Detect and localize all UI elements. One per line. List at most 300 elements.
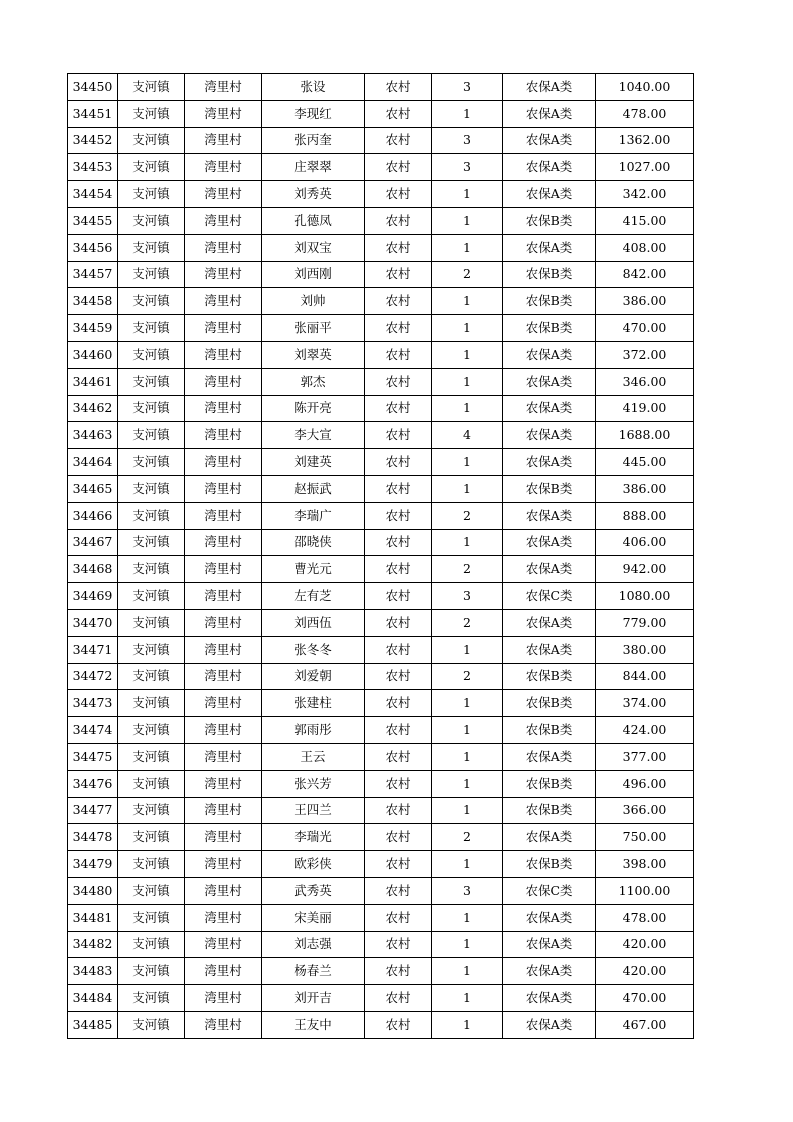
name-cell: 张设 xyxy=(262,74,365,101)
data-table xyxy=(67,73,694,1039)
town-cell: 支河镇 xyxy=(118,583,185,610)
name-cell: 庄翠翠 xyxy=(262,154,365,181)
record-id-cell: 34481 xyxy=(68,904,118,931)
village-cell: 湾里村 xyxy=(185,556,262,583)
insurance-category-cell: 农保A类 xyxy=(503,824,596,851)
amount-cell: 478.00 xyxy=(596,100,694,127)
insurance-category-cell: 农保B类 xyxy=(503,770,596,797)
amount-cell: 374.00 xyxy=(596,690,694,717)
town-cell: 支河镇 xyxy=(118,931,185,958)
area-type-cell: 农村 xyxy=(365,475,432,502)
town-cell: 支河镇 xyxy=(118,127,185,154)
table-row xyxy=(68,449,694,476)
village-cell: 湾里村 xyxy=(185,315,262,342)
record-id-cell: 34470 xyxy=(68,609,118,636)
amount-cell: 342.00 xyxy=(596,181,694,208)
record-id-cell: 34456 xyxy=(68,234,118,261)
area-type-cell: 农村 xyxy=(365,288,432,315)
household-count-cell: 1 xyxy=(432,529,503,556)
village-cell: 湾里村 xyxy=(185,475,262,502)
household-count-cell: 1 xyxy=(432,100,503,127)
name-cell: 刘双宝 xyxy=(262,234,365,261)
table-row xyxy=(68,904,694,931)
table-row xyxy=(68,583,694,610)
area-type-cell: 农村 xyxy=(365,717,432,744)
village-cell: 湾里村 xyxy=(185,636,262,663)
amount-cell: 888.00 xyxy=(596,502,694,529)
amount-cell: 844.00 xyxy=(596,663,694,690)
town-cell: 支河镇 xyxy=(118,743,185,770)
village-cell: 湾里村 xyxy=(185,207,262,234)
name-cell: 郭杰 xyxy=(262,368,365,395)
table-row xyxy=(68,690,694,717)
area-type-cell: 农村 xyxy=(365,904,432,931)
area-type-cell: 农村 xyxy=(365,100,432,127)
household-count-cell: 1 xyxy=(432,931,503,958)
record-id-cell: 34479 xyxy=(68,851,118,878)
area-type-cell: 农村 xyxy=(365,770,432,797)
village-cell: 湾里村 xyxy=(185,100,262,127)
insurance-category-cell: 农保B类 xyxy=(503,663,596,690)
town-cell: 支河镇 xyxy=(118,449,185,476)
village-cell: 湾里村 xyxy=(185,502,262,529)
table-row xyxy=(68,100,694,127)
insurance-category-cell: 农保A类 xyxy=(503,931,596,958)
area-type-cell: 农村 xyxy=(365,368,432,395)
record-id-cell: 34478 xyxy=(68,824,118,851)
insurance-category-cell: 农保A类 xyxy=(503,449,596,476)
village-cell: 湾里村 xyxy=(185,958,262,985)
name-cell: 杨春兰 xyxy=(262,958,365,985)
village-cell: 湾里村 xyxy=(185,609,262,636)
amount-cell: 419.00 xyxy=(596,395,694,422)
town-cell: 支河镇 xyxy=(118,851,185,878)
insurance-category-cell: 农保A类 xyxy=(503,609,596,636)
insurance-category-cell: 农保A类 xyxy=(503,368,596,395)
town-cell: 支河镇 xyxy=(118,717,185,744)
amount-cell: 470.00 xyxy=(596,315,694,342)
area-type-cell: 农村 xyxy=(365,743,432,770)
name-cell: 张冬冬 xyxy=(262,636,365,663)
table-row xyxy=(68,985,694,1012)
village-cell: 湾里村 xyxy=(185,770,262,797)
insurance-category-cell: 农保A类 xyxy=(503,422,596,449)
table-row xyxy=(68,663,694,690)
record-id-cell: 34451 xyxy=(68,100,118,127)
village-cell: 湾里村 xyxy=(185,261,262,288)
name-cell: 刘翠英 xyxy=(262,341,365,368)
amount-cell: 408.00 xyxy=(596,234,694,261)
insurance-category-cell: 农保A类 xyxy=(503,743,596,770)
town-cell: 支河镇 xyxy=(118,690,185,717)
area-type-cell: 农村 xyxy=(365,663,432,690)
record-id-cell: 34477 xyxy=(68,797,118,824)
town-cell: 支河镇 xyxy=(118,315,185,342)
household-count-cell: 1 xyxy=(432,636,503,663)
name-cell: 刘秀英 xyxy=(262,181,365,208)
name-cell: 孔德凤 xyxy=(262,207,365,234)
record-id-cell: 34482 xyxy=(68,931,118,958)
area-type-cell: 农村 xyxy=(365,234,432,261)
amount-cell: 470.00 xyxy=(596,985,694,1012)
village-cell: 湾里村 xyxy=(185,904,262,931)
town-cell: 支河镇 xyxy=(118,74,185,101)
amount-cell: 386.00 xyxy=(596,475,694,502)
town-cell: 支河镇 xyxy=(118,663,185,690)
record-id-cell: 34473 xyxy=(68,690,118,717)
name-cell: 武秀英 xyxy=(262,877,365,904)
household-count-cell: 1 xyxy=(432,395,503,422)
household-count-cell: 3 xyxy=(432,127,503,154)
record-id-cell: 34460 xyxy=(68,341,118,368)
insurance-category-cell: 农保A类 xyxy=(503,985,596,1012)
record-id-cell: 34463 xyxy=(68,422,118,449)
table-row xyxy=(68,288,694,315)
insurance-category-cell: 农保B类 xyxy=(503,288,596,315)
name-cell: 郭雨彤 xyxy=(262,717,365,744)
village-cell: 湾里村 xyxy=(185,529,262,556)
amount-cell: 1080.00 xyxy=(596,583,694,610)
insurance-category-cell: 农保B类 xyxy=(503,207,596,234)
table-row xyxy=(68,475,694,502)
household-count-cell: 1 xyxy=(432,797,503,824)
name-cell: 赵振武 xyxy=(262,475,365,502)
insurance-category-cell: 农保B类 xyxy=(503,717,596,744)
amount-cell: 424.00 xyxy=(596,717,694,744)
insurance-category-cell: 农保C类 xyxy=(503,583,596,610)
amount-cell: 366.00 xyxy=(596,797,694,824)
town-cell: 支河镇 xyxy=(118,341,185,368)
record-id-cell: 34458 xyxy=(68,288,118,315)
amount-cell: 1040.00 xyxy=(596,74,694,101)
record-id-cell: 34471 xyxy=(68,636,118,663)
amount-cell: 386.00 xyxy=(596,288,694,315)
table-row xyxy=(68,127,694,154)
village-cell: 湾里村 xyxy=(185,663,262,690)
area-type-cell: 农村 xyxy=(365,395,432,422)
village-cell: 湾里村 xyxy=(185,743,262,770)
name-cell: 陈开亮 xyxy=(262,395,365,422)
household-count-cell: 3 xyxy=(432,154,503,181)
amount-cell: 779.00 xyxy=(596,609,694,636)
insurance-category-cell: 农保A类 xyxy=(503,529,596,556)
town-cell: 支河镇 xyxy=(118,395,185,422)
household-count-cell: 1 xyxy=(432,181,503,208)
area-type-cell: 农村 xyxy=(365,556,432,583)
village-cell: 湾里村 xyxy=(185,797,262,824)
town-cell: 支河镇 xyxy=(118,877,185,904)
area-type-cell: 农村 xyxy=(365,74,432,101)
village-cell: 湾里村 xyxy=(185,931,262,958)
table-row xyxy=(68,877,694,904)
household-count-cell: 1 xyxy=(432,717,503,744)
amount-cell: 467.00 xyxy=(596,1011,694,1038)
insurance-category-cell: 农保A类 xyxy=(503,502,596,529)
name-cell: 李大宣 xyxy=(262,422,365,449)
village-cell: 湾里村 xyxy=(185,583,262,610)
village-cell: 湾里村 xyxy=(185,181,262,208)
table-row xyxy=(68,181,694,208)
amount-cell: 445.00 xyxy=(596,449,694,476)
amount-cell: 478.00 xyxy=(596,904,694,931)
area-type-cell: 农村 xyxy=(365,931,432,958)
village-cell: 湾里村 xyxy=(185,234,262,261)
village-cell: 湾里村 xyxy=(185,395,262,422)
town-cell: 支河镇 xyxy=(118,207,185,234)
area-type-cell: 农村 xyxy=(365,636,432,663)
town-cell: 支河镇 xyxy=(118,529,185,556)
record-id-cell: 34455 xyxy=(68,207,118,234)
table-row xyxy=(68,609,694,636)
name-cell: 刘帅 xyxy=(262,288,365,315)
record-id-cell: 34485 xyxy=(68,1011,118,1038)
area-type-cell: 农村 xyxy=(365,315,432,342)
table-row xyxy=(68,502,694,529)
town-cell: 支河镇 xyxy=(118,797,185,824)
area-type-cell: 农村 xyxy=(365,181,432,208)
household-count-cell: 1 xyxy=(432,234,503,261)
record-id-cell: 34464 xyxy=(68,449,118,476)
name-cell: 宋美丽 xyxy=(262,904,365,931)
amount-cell: 346.00 xyxy=(596,368,694,395)
table-row xyxy=(68,743,694,770)
amount-cell: 420.00 xyxy=(596,958,694,985)
record-id-cell: 34453 xyxy=(68,154,118,181)
name-cell: 张丽平 xyxy=(262,315,365,342)
table-row xyxy=(68,770,694,797)
record-id-cell: 34454 xyxy=(68,181,118,208)
record-id-cell: 34480 xyxy=(68,877,118,904)
table-row xyxy=(68,636,694,663)
table-row xyxy=(68,824,694,851)
town-cell: 支河镇 xyxy=(118,985,185,1012)
household-count-cell: 1 xyxy=(432,207,503,234)
household-count-cell: 1 xyxy=(432,904,503,931)
village-cell: 湾里村 xyxy=(185,74,262,101)
town-cell: 支河镇 xyxy=(118,958,185,985)
amount-cell: 415.00 xyxy=(596,207,694,234)
record-id-cell: 34452 xyxy=(68,127,118,154)
area-type-cell: 农村 xyxy=(365,261,432,288)
household-count-cell: 2 xyxy=(432,824,503,851)
table-row xyxy=(68,207,694,234)
table-row xyxy=(68,931,694,958)
amount-cell: 372.00 xyxy=(596,341,694,368)
record-id-cell: 34466 xyxy=(68,502,118,529)
table-row xyxy=(68,1011,694,1038)
town-cell: 支河镇 xyxy=(118,770,185,797)
record-id-cell: 34474 xyxy=(68,717,118,744)
village-cell: 湾里村 xyxy=(185,368,262,395)
name-cell: 张丙奎 xyxy=(262,127,365,154)
record-id-cell: 34450 xyxy=(68,74,118,101)
record-id-cell: 34468 xyxy=(68,556,118,583)
record-id-cell: 34483 xyxy=(68,958,118,985)
record-id-cell: 34476 xyxy=(68,770,118,797)
town-cell: 支河镇 xyxy=(118,181,185,208)
village-cell: 湾里村 xyxy=(185,341,262,368)
insurance-category-cell: 农保B类 xyxy=(503,690,596,717)
area-type-cell: 农村 xyxy=(365,985,432,1012)
table-row xyxy=(68,556,694,583)
area-type-cell: 农村 xyxy=(365,609,432,636)
village-cell: 湾里村 xyxy=(185,824,262,851)
area-type-cell: 农村 xyxy=(365,583,432,610)
name-cell: 刘西伍 xyxy=(262,609,365,636)
household-count-cell: 1 xyxy=(432,985,503,1012)
household-count-cell: 2 xyxy=(432,609,503,636)
area-type-cell: 农村 xyxy=(365,851,432,878)
town-cell: 支河镇 xyxy=(118,261,185,288)
village-cell: 湾里村 xyxy=(185,985,262,1012)
village-cell: 湾里村 xyxy=(185,449,262,476)
name-cell: 刘志强 xyxy=(262,931,365,958)
area-type-cell: 农村 xyxy=(365,529,432,556)
household-count-cell: 1 xyxy=(432,743,503,770)
record-id-cell: 34469 xyxy=(68,583,118,610)
insurance-category-cell: 农保A类 xyxy=(503,636,596,663)
household-count-cell: 1 xyxy=(432,690,503,717)
household-count-cell: 2 xyxy=(432,663,503,690)
record-id-cell: 34465 xyxy=(68,475,118,502)
household-count-cell: 3 xyxy=(432,74,503,101)
household-count-cell: 1 xyxy=(432,1011,503,1038)
household-count-cell: 1 xyxy=(432,288,503,315)
household-count-cell: 4 xyxy=(432,422,503,449)
record-id-cell: 34472 xyxy=(68,663,118,690)
table-row xyxy=(68,851,694,878)
insurance-category-cell: 农保B类 xyxy=(503,475,596,502)
insurance-category-cell: 农保A类 xyxy=(503,341,596,368)
town-cell: 支河镇 xyxy=(118,609,185,636)
village-cell: 湾里村 xyxy=(185,877,262,904)
amount-cell: 377.00 xyxy=(596,743,694,770)
amount-cell: 420.00 xyxy=(596,931,694,958)
name-cell: 王云 xyxy=(262,743,365,770)
area-type-cell: 农村 xyxy=(365,449,432,476)
amount-cell: 750.00 xyxy=(596,824,694,851)
insurance-category-cell: 农保A类 xyxy=(503,958,596,985)
name-cell: 张建柱 xyxy=(262,690,365,717)
household-count-cell: 1 xyxy=(432,315,503,342)
insurance-category-cell: 农保A类 xyxy=(503,181,596,208)
area-type-cell: 农村 xyxy=(365,797,432,824)
household-count-cell: 1 xyxy=(432,449,503,476)
name-cell: 刘西刚 xyxy=(262,261,365,288)
village-cell: 湾里村 xyxy=(185,127,262,154)
table-row xyxy=(68,261,694,288)
insurance-category-cell: 农保A类 xyxy=(503,395,596,422)
village-cell: 湾里村 xyxy=(185,288,262,315)
name-cell: 曹光元 xyxy=(262,556,365,583)
name-cell: 刘建英 xyxy=(262,449,365,476)
area-type-cell: 农村 xyxy=(365,824,432,851)
amount-cell: 1027.00 xyxy=(596,154,694,181)
household-count-cell: 1 xyxy=(432,958,503,985)
insurance-category-cell: 农保A类 xyxy=(503,154,596,181)
town-cell: 支河镇 xyxy=(118,824,185,851)
town-cell: 支河镇 xyxy=(118,422,185,449)
insurance-category-cell: 农保A类 xyxy=(503,127,596,154)
household-count-cell: 3 xyxy=(432,877,503,904)
record-id-cell: 34461 xyxy=(68,368,118,395)
table-row xyxy=(68,529,694,556)
amount-cell: 1688.00 xyxy=(596,422,694,449)
household-count-cell: 2 xyxy=(432,502,503,529)
village-cell: 湾里村 xyxy=(185,154,262,181)
insurance-category-cell: 农保B类 xyxy=(503,851,596,878)
record-id-cell: 34462 xyxy=(68,395,118,422)
household-count-cell: 1 xyxy=(432,341,503,368)
area-type-cell: 农村 xyxy=(365,958,432,985)
name-cell: 李瑞广 xyxy=(262,502,365,529)
amount-cell: 496.00 xyxy=(596,770,694,797)
village-cell: 湾里村 xyxy=(185,1011,262,1038)
insurance-category-cell: 农保B类 xyxy=(503,261,596,288)
name-cell: 张兴芳 xyxy=(262,770,365,797)
town-cell: 支河镇 xyxy=(118,556,185,583)
name-cell: 王四兰 xyxy=(262,797,365,824)
table-row xyxy=(68,154,694,181)
household-count-cell: 1 xyxy=(432,851,503,878)
record-id-cell: 34484 xyxy=(68,985,118,1012)
area-type-cell: 农村 xyxy=(365,154,432,181)
table-row xyxy=(68,422,694,449)
town-cell: 支河镇 xyxy=(118,1011,185,1038)
household-count-cell: 1 xyxy=(432,770,503,797)
area-type-cell: 农村 xyxy=(365,341,432,368)
insurance-category-cell: 农保A类 xyxy=(503,74,596,101)
amount-cell: 406.00 xyxy=(596,529,694,556)
amount-cell: 398.00 xyxy=(596,851,694,878)
town-cell: 支河镇 xyxy=(118,636,185,663)
table-row xyxy=(68,368,694,395)
area-type-cell: 农村 xyxy=(365,207,432,234)
area-type-cell: 农村 xyxy=(365,422,432,449)
area-type-cell: 农村 xyxy=(365,127,432,154)
name-cell: 邵晓侠 xyxy=(262,529,365,556)
table-row xyxy=(68,797,694,824)
insurance-category-cell: 农保A类 xyxy=(503,100,596,127)
insurance-category-cell: 农保B类 xyxy=(503,315,596,342)
household-count-cell: 1 xyxy=(432,368,503,395)
village-cell: 湾里村 xyxy=(185,717,262,744)
insurance-category-cell: 农保B类 xyxy=(503,797,596,824)
area-type-cell: 农村 xyxy=(365,877,432,904)
town-cell: 支河镇 xyxy=(118,234,185,261)
town-cell: 支河镇 xyxy=(118,100,185,127)
insurance-category-cell: 农保A类 xyxy=(503,904,596,931)
town-cell: 支河镇 xyxy=(118,502,185,529)
record-id-cell: 34459 xyxy=(68,315,118,342)
table-row xyxy=(68,395,694,422)
table-row xyxy=(68,717,694,744)
name-cell: 刘开吉 xyxy=(262,985,365,1012)
insurance-category-cell: 农保A类 xyxy=(503,234,596,261)
town-cell: 支河镇 xyxy=(118,288,185,315)
household-count-cell: 1 xyxy=(432,475,503,502)
insurance-category-cell: 农保A类 xyxy=(503,556,596,583)
amount-cell: 842.00 xyxy=(596,261,694,288)
table-body xyxy=(68,74,694,1039)
record-id-cell: 34457 xyxy=(68,261,118,288)
household-count-cell: 2 xyxy=(432,556,503,583)
village-cell: 湾里村 xyxy=(185,690,262,717)
name-cell: 李瑞光 xyxy=(262,824,365,851)
town-cell: 支河镇 xyxy=(118,368,185,395)
record-id-cell: 34467 xyxy=(68,529,118,556)
table-row xyxy=(68,958,694,985)
